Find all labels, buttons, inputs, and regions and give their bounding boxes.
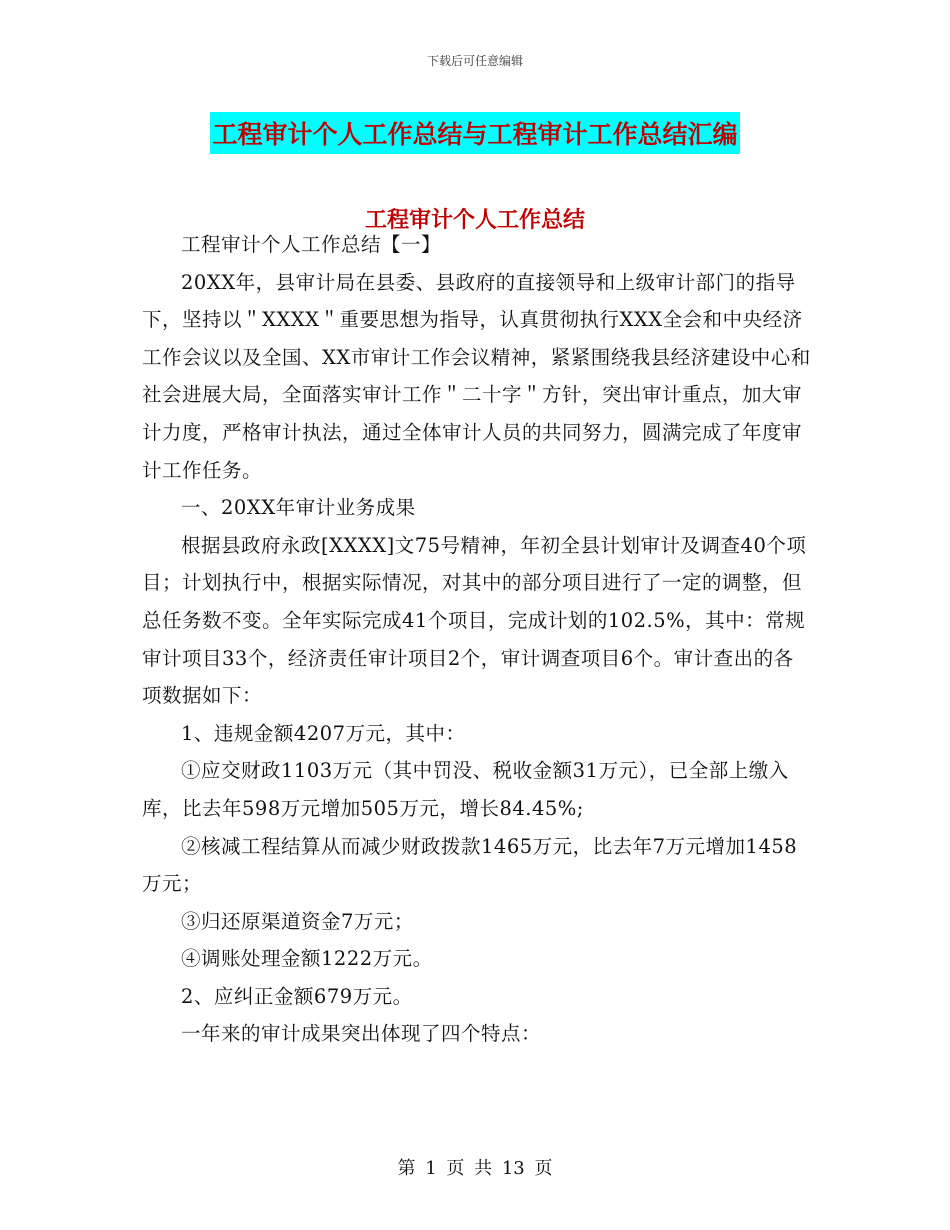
- paragraph-subtitle: 工程审计个人工作总结【一】: [181, 233, 442, 256]
- paragraph-intro: 20XX年，县审计局在县委、县政府的直接领导和上级审计部门的指导下，坚持以＂XXXX＂重要思想为指导，认真贯彻执行XXX全会和中央经济工作会议以及全国、XX市审计工作会议精神，紧紧围绕我县经济建设中心和社会进展大局，全面落实审计工作＂二十字＂方针，突出审计重点，加大审计力度，严格审计执法，通过全体审计人员的共同努力，圆满完成了年度审计工作任务。: [142, 270, 811, 482]
- header-note: 下载后可任意编辑: [426, 54, 523, 68]
- section-title: 工程审计个人工作总结: [364, 208, 585, 233]
- page-number: 第 1 页 共 13 页: [397, 1158, 553, 1179]
- paragraph-heading-achievements: 一、20XX年审计业务成果: [181, 496, 416, 520]
- document-title-wrap: [0, 112, 950, 154]
- paragraph-item-1-c: ③归还原渠道资金7万元；: [181, 909, 414, 933]
- paragraph-features: 一年来的审计成果突出体现了四个特点：: [181, 1022, 542, 1046]
- paragraph-item-1-a: ①应交财政1103万元（其中罚没、税收金额31万元），已全部上缴入库，比去年598万元增加505万元，增长84.45%;: [142, 759, 789, 820]
- paragraph-item-1-d: ④调账处理金额1222万元。: [181, 947, 433, 971]
- paragraph-plan: 根据县政府永政[XXXX]文75号精神，年初全县计划审计及调查40个项目；计划执行中，根据实际情况，对其中的部分项目进行了一定的调整，但总任务数不变。全年实际完成41个项目，完成计划的102.5%，其中：常规审计项目33个，经济责任审计项目2个，审计调查项目6个。审计查出的各项数据如下：: [142, 533, 807, 708]
- document-title: 工程审计个人工作总结与工程审计工作总结汇编: [210, 112, 739, 154]
- paragraph-item-2: 2、应纠正金额679万元。: [181, 984, 413, 1008]
- paragraph-item-1-b: ②核减工程结算从而减少财政拨款1465万元，比去年7万元增加1458万元；: [142, 834, 798, 896]
- paragraph-item-1: 1、违规金额4207万元，其中：: [181, 721, 466, 745]
- document-body: [142, 226, 812, 1053]
